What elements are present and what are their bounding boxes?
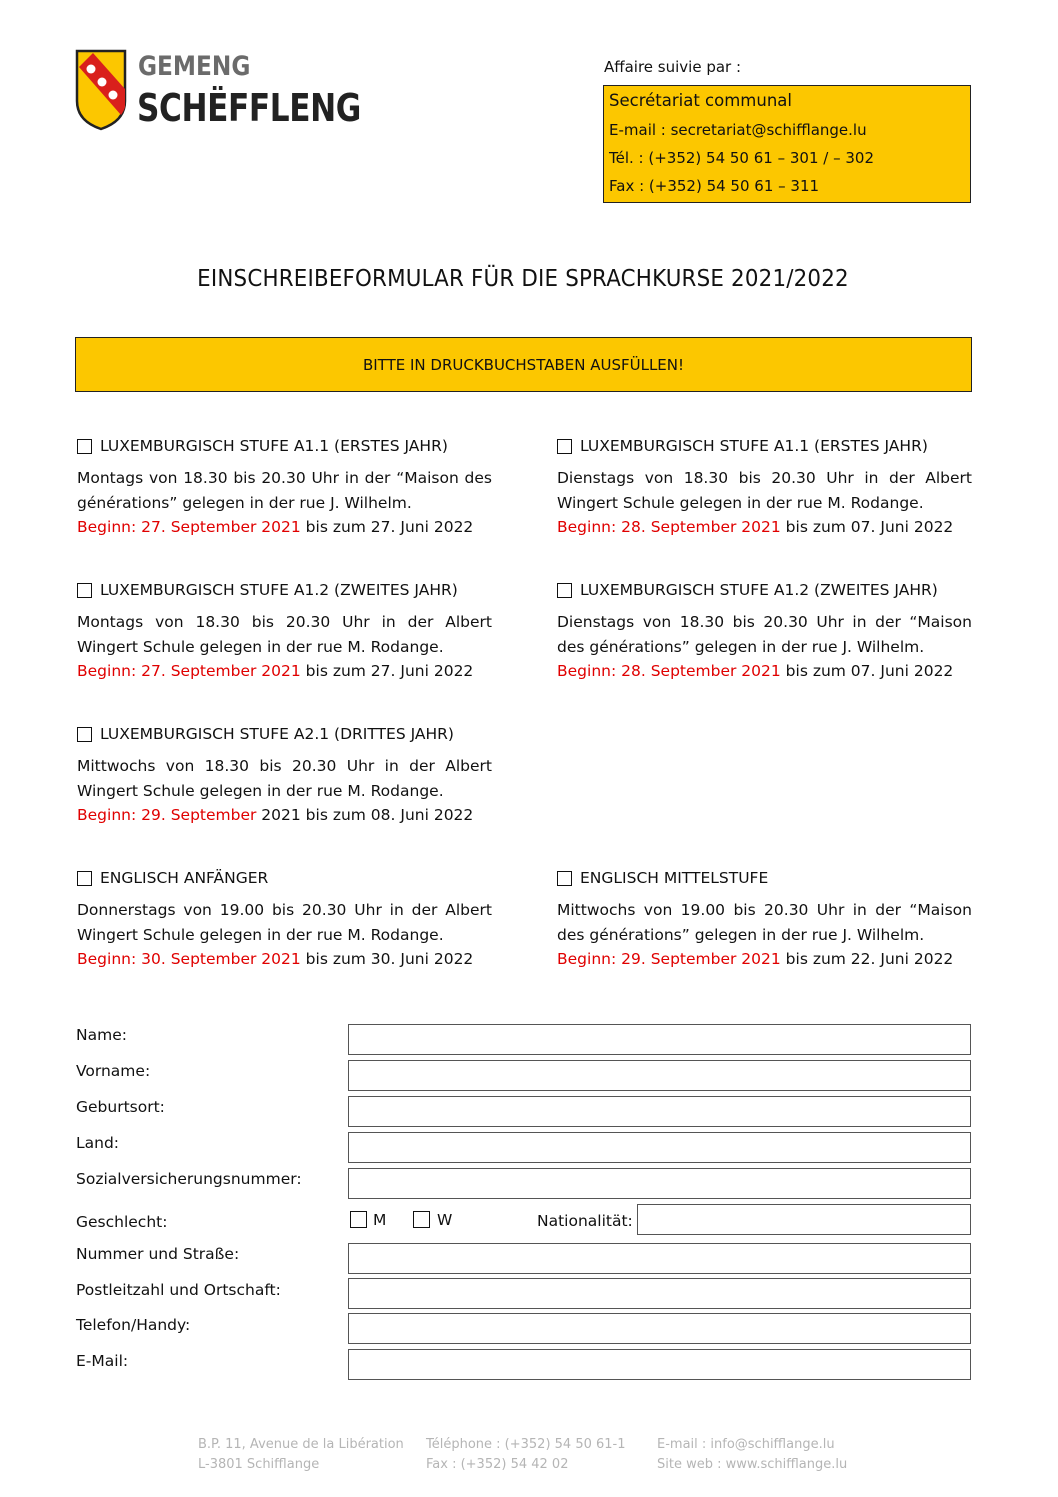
name-field[interactable] [348, 1024, 971, 1055]
notice-text: BITTE IN DRUCKBUCHSTABEN AUSFÜLLEN! [362, 355, 685, 374]
geschlecht-label: Geschlecht: [76, 1213, 168, 1231]
course-title: LUXEMBURGISCH STUFE A1.1 (ERSTES JAHR) [100, 437, 448, 455]
contact-box [603, 85, 971, 203]
course-checkbox[interactable] [77, 727, 92, 742]
course-end-date: bis zum 07. Juni 2022 [780, 518, 954, 536]
land-field[interactable] [348, 1132, 971, 1163]
course-checkbox[interactable] [77, 871, 92, 886]
course-block [77, 723, 492, 828]
gender-w-checkbox[interactable] [413, 1211, 430, 1228]
footer-address-line2: L-3801 Schifflange [198, 1457, 320, 1472]
course-checkbox[interactable] [557, 439, 572, 454]
course-title: ENGLISCH ANFÄNGER [100, 869, 269, 887]
course-start-date: Beginn: 29. September [77, 806, 257, 824]
footer-address [198, 1435, 404, 1475]
gender-m-label: M [373, 1211, 387, 1229]
course-end-date: bis zum 22. Juni 2022 [780, 950, 954, 968]
course-start-date: Beginn: 28. September 2021 [557, 662, 781, 680]
course-title: LUXEMBURGISCH STUFE A1.2 (ZWEITES JAHR) [100, 581, 458, 599]
vorname-field[interactable] [348, 1060, 971, 1091]
course-checkbox[interactable] [557, 871, 572, 886]
telefon-field[interactable] [348, 1313, 971, 1344]
course-checkbox[interactable] [77, 439, 92, 454]
contact-fax: Fax : (+352) 54 50 61 – 311 [609, 177, 820, 195]
sozialversicherungsnummer-label: Sozialversicherungsnummer: [76, 1170, 302, 1188]
course-end-date: bis zum 27. Juni 2022 [300, 662, 474, 680]
name-label: Name: [76, 1026, 127, 1044]
course-description: Montags von 18.30 bis 20.30 Uhr in der “Maison des générations” gelegen in der rue J. Wilhelm. [77, 469, 492, 512]
course-end-date: bis zum 27. Juni 2022 [300, 518, 474, 536]
footer-web-block [657, 1435, 847, 1475]
course-start-date: Beginn: 28. September 2021 [557, 518, 781, 536]
course-block [77, 579, 492, 684]
course-description: Donnerstags von 19.00 bis 20.30 Uhr in der Albert Wingert Schule gelegen in der rue M. Rodange. [77, 901, 492, 944]
course-title: LUXEMBURGISCH STUFE A1.2 (ZWEITES JAHR) [580, 581, 938, 599]
strasse-field[interactable] [348, 1243, 971, 1274]
plz-field[interactable] [348, 1278, 971, 1309]
course-block [77, 435, 492, 540]
email-label: E-Mail: [76, 1352, 129, 1370]
contact-label: Affaire suivie par : [604, 58, 742, 76]
course-end-date: bis zum 30. Juni 2022 [300, 950, 474, 968]
course-block [557, 435, 972, 540]
course-start-date: Beginn: 27. September 2021 [77, 518, 301, 536]
telefon-label: Telefon/Handy: [76, 1316, 191, 1334]
geburtsort-label: Geburtsort: [76, 1098, 165, 1116]
nationalitaet-field[interactable] [637, 1204, 971, 1235]
course-block [77, 867, 492, 972]
commune-logo-shield [75, 49, 127, 131]
footer-phone-block [426, 1435, 626, 1475]
course-start-date: Beginn: 27. September 2021 [77, 662, 301, 680]
contact-email: E-mail : secretariat@schifflange.lu [609, 121, 867, 139]
footer-website: Site web : www.schifflange.lu [657, 1457, 848, 1472]
land-label: Land: [76, 1134, 120, 1152]
notice-banner [75, 337, 972, 392]
strasse-label: Nummer und Straße: [76, 1245, 240, 1263]
course-description: Mittwochs von 19.00 bis 20.30 Uhr in der “Maison des générations” gelegen in der rue J. Wilhelm. [557, 901, 972, 944]
course-title: ENGLISCH MITTELSTUFE [580, 869, 769, 887]
course-title: LUXEMBURGISCH STUFE A1.1 (ERSTES JAHR) [580, 437, 928, 455]
gender-w-label: W [437, 1211, 453, 1229]
course-description: Dienstags von 18.30 bis 20.30 Uhr in der Albert Wingert Schule gelegen in der rue M. Rodange. [557, 469, 972, 512]
course-block [557, 867, 972, 972]
course-checkbox[interactable] [557, 583, 572, 598]
course-description: Dienstags von 18.30 bis 20.30 Uhr in der “Maison des générations” gelegen in der rue J. Wilhelm. [557, 613, 972, 656]
course-block [557, 579, 972, 684]
page-title: EINSCHREIBEFORMULAR FÜR DIE SPRACHKURSE 2021/2022 [197, 266, 849, 292]
course-end-date: 2021 bis zum 08. Juni 2022 [256, 806, 474, 824]
footer-phone: Téléphone : (+352) 54 50 61-1 [426, 1437, 626, 1452]
vorname-label: Vorname: [76, 1062, 151, 1080]
footer-email: E-mail : info@schifflange.lu [657, 1437, 835, 1452]
geburtsort-field[interactable] [348, 1096, 971, 1127]
logo-text-schefflenq: SCHËFFLENG [137, 86, 361, 130]
contact-department: Secrétariat communal [609, 91, 792, 110]
course-start-date: Beginn: 30. September 2021 [77, 950, 301, 968]
plz-label: Postleitzahl und Ortschaft: [76, 1281, 281, 1299]
email-field[interactable] [348, 1349, 971, 1380]
footer-address-line1: B.P. 11, Avenue de la Libération [198, 1437, 404, 1452]
course-title: LUXEMBURGISCH STUFE A2.1 (DRITTES JAHR) [100, 725, 454, 743]
footer-fax: Fax : (+352) 54 42 02 [426, 1457, 569, 1472]
nationalitaet-label: Nationalität: [537, 1212, 633, 1230]
course-description: Mittwochs von 18.30 bis 20.30 Uhr in der Albert Wingert Schule gelegen in der rue M. Rodange. [77, 757, 492, 800]
contact-phone: Tél. : (+352) 54 50 61 – 301 / – 302 [609, 149, 874, 167]
logo-text-gemeng: GEMENG [138, 51, 251, 82]
course-start-date: Beginn: 29. September 2021 [557, 950, 781, 968]
gender-m-checkbox[interactable] [350, 1211, 367, 1228]
course-checkbox[interactable] [77, 583, 92, 598]
course-description: Montags von 18.30 bis 20.30 Uhr in der Albert Wingert Schule gelegen in der rue M. Rodange. [77, 613, 492, 656]
sozialversicherungsnummer-field[interactable] [348, 1168, 971, 1199]
course-end-date: bis zum 07. Juni 2022 [780, 662, 954, 680]
